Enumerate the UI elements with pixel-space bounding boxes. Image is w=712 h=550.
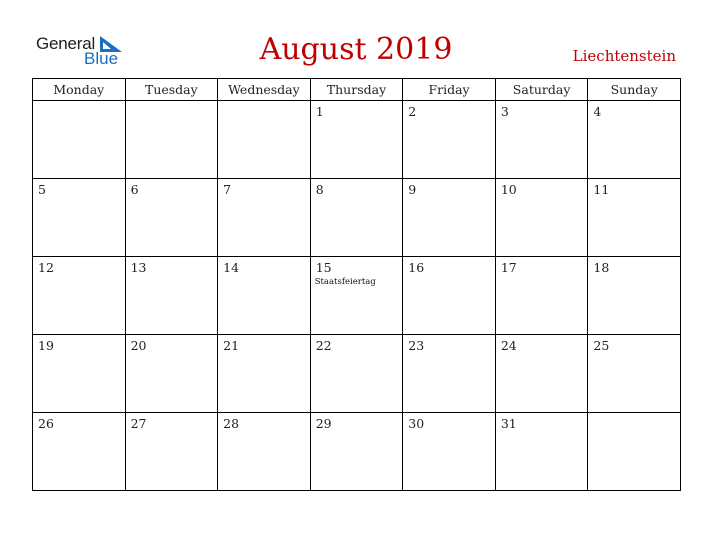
day-cell <box>125 257 218 335</box>
day-number: 13 <box>130 260 147 275</box>
day-number: 31 <box>500 416 517 431</box>
day-cell <box>218 101 311 179</box>
day-cell <box>403 179 496 257</box>
day-number: 25 <box>593 338 610 353</box>
day-number: 27 <box>130 416 147 431</box>
day-number <box>218 101 310 105</box>
day-number <box>588 413 680 417</box>
day-number: 29 <box>315 416 332 431</box>
week-row <box>33 101 681 179</box>
day-number: 15 <box>315 260 332 275</box>
day-cell <box>403 101 496 179</box>
day-cell <box>310 413 403 491</box>
day-number: 4 <box>593 104 602 119</box>
weekday-header: Friday <box>403 79 496 101</box>
day-cell <box>33 257 126 335</box>
day-number: 30 <box>408 416 425 431</box>
page-title: August 2019 <box>259 32 453 67</box>
day-cell <box>403 335 496 413</box>
logo-word-general: General <box>36 34 96 53</box>
day-cell <box>310 101 403 179</box>
day-cell <box>495 101 588 179</box>
day-cell <box>218 179 311 257</box>
logo-word-blue: Blue <box>84 49 119 68</box>
day-cell <box>33 179 126 257</box>
week-row <box>33 257 681 335</box>
day-cell <box>125 179 218 257</box>
day-cell <box>310 257 403 335</box>
day-number: 22 <box>315 338 332 353</box>
day-number: 28 <box>223 416 240 431</box>
day-cell <box>495 257 588 335</box>
day-number: 20 <box>130 338 147 353</box>
week-row <box>33 413 681 491</box>
day-number: 19 <box>38 338 54 353</box>
week-row <box>33 335 681 413</box>
day-number: 11 <box>593 182 610 197</box>
day-cell <box>495 413 588 491</box>
week-row <box>33 179 681 257</box>
day-cell <box>495 179 588 257</box>
day-number: 10 <box>500 182 517 197</box>
weekday-header-row <box>33 79 681 101</box>
day-cell <box>125 413 218 491</box>
day-cell <box>218 335 311 413</box>
day-cell <box>218 257 311 335</box>
day-cell <box>125 101 218 179</box>
weekday-header: Thursday <box>310 79 403 101</box>
day-number: 16 <box>408 260 425 275</box>
day-cell <box>588 257 681 335</box>
day-number: 12 <box>38 260 54 275</box>
day-number: 1 <box>315 104 324 119</box>
weekday-header: Tuesday <box>125 79 218 101</box>
day-number: 2 <box>408 104 417 119</box>
day-cell <box>495 335 588 413</box>
country-label: Liechtenstein <box>572 47 676 65</box>
day-cell <box>218 413 311 491</box>
weekday-header: Sunday <box>588 79 681 101</box>
day-number: 17 <box>500 260 517 275</box>
day-number: 9 <box>408 182 417 197</box>
day-cell <box>588 413 681 491</box>
day-cell <box>125 335 218 413</box>
day-cell <box>33 101 126 179</box>
day-cell <box>588 179 681 257</box>
holiday-label: Staatsfeiertag <box>314 277 376 287</box>
day-number: 18 <box>593 260 610 275</box>
day-cell <box>403 413 496 491</box>
day-number: 21 <box>223 338 240 353</box>
day-number: 7 <box>223 182 232 197</box>
day-number: 6 <box>130 182 139 197</box>
weekday-header: Monday <box>33 79 126 101</box>
day-cell <box>403 257 496 335</box>
day-number: 3 <box>500 104 509 119</box>
day-number: 14 <box>223 260 240 275</box>
day-cell <box>310 335 403 413</box>
calendar-body <box>33 101 681 491</box>
day-number: 26 <box>38 416 54 431</box>
weekday-header: Wednesday <box>218 79 311 101</box>
day-cell <box>33 413 126 491</box>
day-number <box>33 101 125 105</box>
day-cell <box>33 335 126 413</box>
day-cell <box>588 101 681 179</box>
day-number: 8 <box>315 182 324 197</box>
calendar-grid <box>32 78 681 491</box>
day-number: 23 <box>408 338 425 353</box>
day-cell <box>588 335 681 413</box>
weekday-header: Saturday <box>495 79 588 101</box>
day-number <box>126 101 218 105</box>
day-number: 24 <box>500 338 517 353</box>
day-cell <box>310 179 403 257</box>
day-number: 5 <box>38 182 46 197</box>
